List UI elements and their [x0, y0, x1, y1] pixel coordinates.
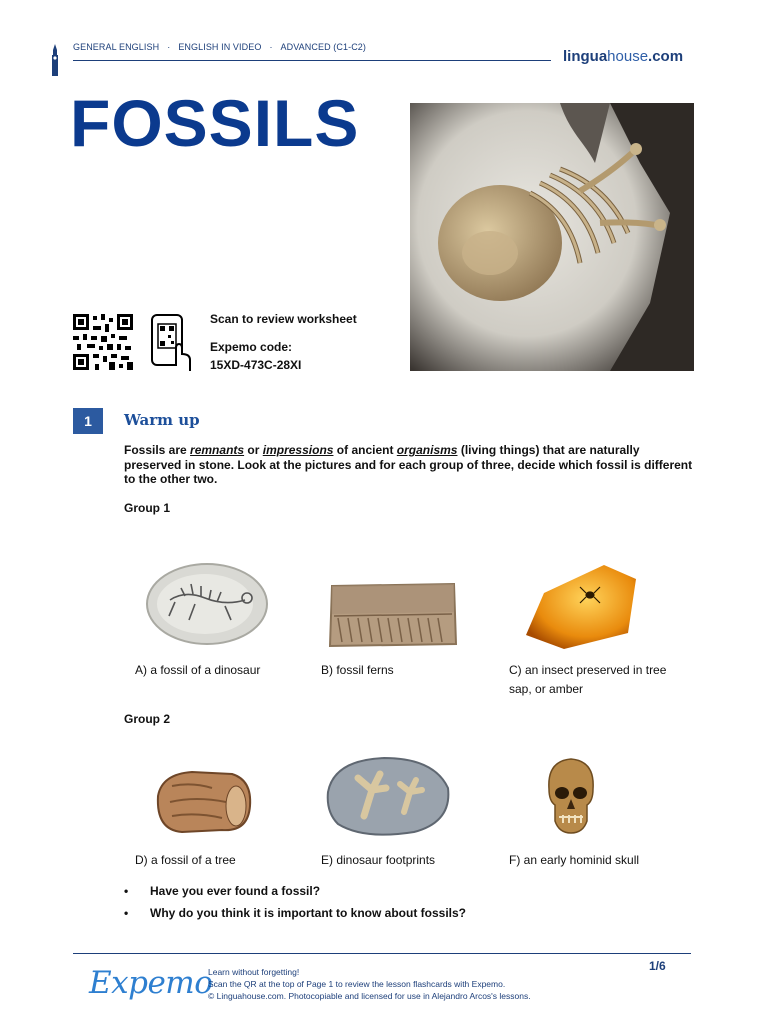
page-title: FOSSILS: [70, 86, 360, 160]
breadcrumb: [73, 42, 366, 52]
group-1-label: Group 1: [124, 501, 171, 515]
scan-label: Scan to review worksheet: [210, 312, 357, 326]
bullet-glyph: •: [124, 906, 129, 920]
intro-paragraph: [124, 443, 696, 487]
breadcrumb-item[interactable]: ADVANCED (C1-C2): [280, 42, 366, 52]
logo-light: house: [607, 48, 649, 65]
qr-code-icon[interactable]: [73, 314, 133, 370]
expemo-code-value: 15XD-473C-28XI: [210, 358, 302, 372]
amber-insect-image: [524, 563, 640, 651]
caption-c: C) an insect preserved in tree sap, or amber: [509, 663, 667, 696]
intro-text: (living things) that are naturally preserved in stone. Look at the pictures and for each group of three, decide which fossil is different to the other two.: [124, 443, 693, 486]
keyword-remnants: remnants: [190, 443, 245, 457]
dinosaur-footprints-image: [324, 752, 454, 838]
intro-text: of ancient: [333, 443, 397, 457]
keyword-impressions: impressions: [262, 443, 334, 457]
caption-f: F) an early hominid skull: [509, 853, 640, 867]
question-item: [124, 906, 466, 920]
caption-e: E) dinosaur footprints: [321, 853, 436, 867]
breadcrumb-item[interactable]: ENGLISH IN VIDEO: [178, 42, 262, 52]
footer-copyright: © Linguahouse.com. Photocopiable and licensed for use in Alejandro Arcos's lessons.: [208, 991, 531, 1001]
breadcrumb-item[interactable]: GENERAL ENGLISH: [73, 42, 160, 52]
breadcrumb-separator: ·: [269, 42, 273, 52]
footer-tagline: Learn without forgetting!: [208, 967, 300, 977]
logo-bold: lingua: [563, 48, 608, 65]
expemo-logo[interactable]: Expemo: [89, 965, 213, 1001]
trilobite-photo: [410, 103, 694, 371]
discussion-questions: [124, 884, 466, 928]
footer-divider: [73, 953, 691, 954]
linguahouse-logo[interactable]: [563, 48, 683, 65]
phone-scan-icon: [150, 314, 192, 372]
bullet-glyph: •: [124, 884, 129, 898]
dinosaur-fossil-image: [145, 560, 269, 648]
caption-a: A) a fossil of a dinosaur: [135, 663, 261, 677]
keyword-organisms: organisms: [396, 443, 458, 457]
question-text: Why do you think it is important to know about fossils?: [150, 906, 466, 920]
header-divider: [73, 60, 551, 61]
caption-d: D) a fossil of a tree: [135, 853, 236, 867]
big-ben-icon: [50, 44, 60, 76]
intro-text: or: [244, 443, 263, 457]
question-item: [124, 884, 466, 898]
hominid-skull-image: [543, 755, 599, 835]
footer-instruction: Scan the QR at the top of Page 1 to review the lesson flashcards with Expemo.: [208, 979, 506, 989]
section-number-badge: 1: [73, 408, 103, 434]
caption-b: B) fossil ferns: [321, 663, 394, 677]
expemo-code-label: Expemo code:: [210, 340, 293, 354]
section-title: Warm up: [124, 411, 200, 429]
footer-notice: [208, 966, 531, 1002]
page-number: 1/6: [649, 959, 666, 973]
fossil-ferns-image: [328, 582, 458, 648]
tree-fossil-image: [152, 766, 254, 838]
group-2-label: Group 2: [124, 712, 171, 726]
intro-text: Fossils are: [124, 443, 191, 457]
logo-suffix: .com: [648, 48, 684, 65]
breadcrumb-separator: ·: [167, 42, 171, 52]
question-text: Have you ever found a fossil?: [150, 884, 321, 898]
